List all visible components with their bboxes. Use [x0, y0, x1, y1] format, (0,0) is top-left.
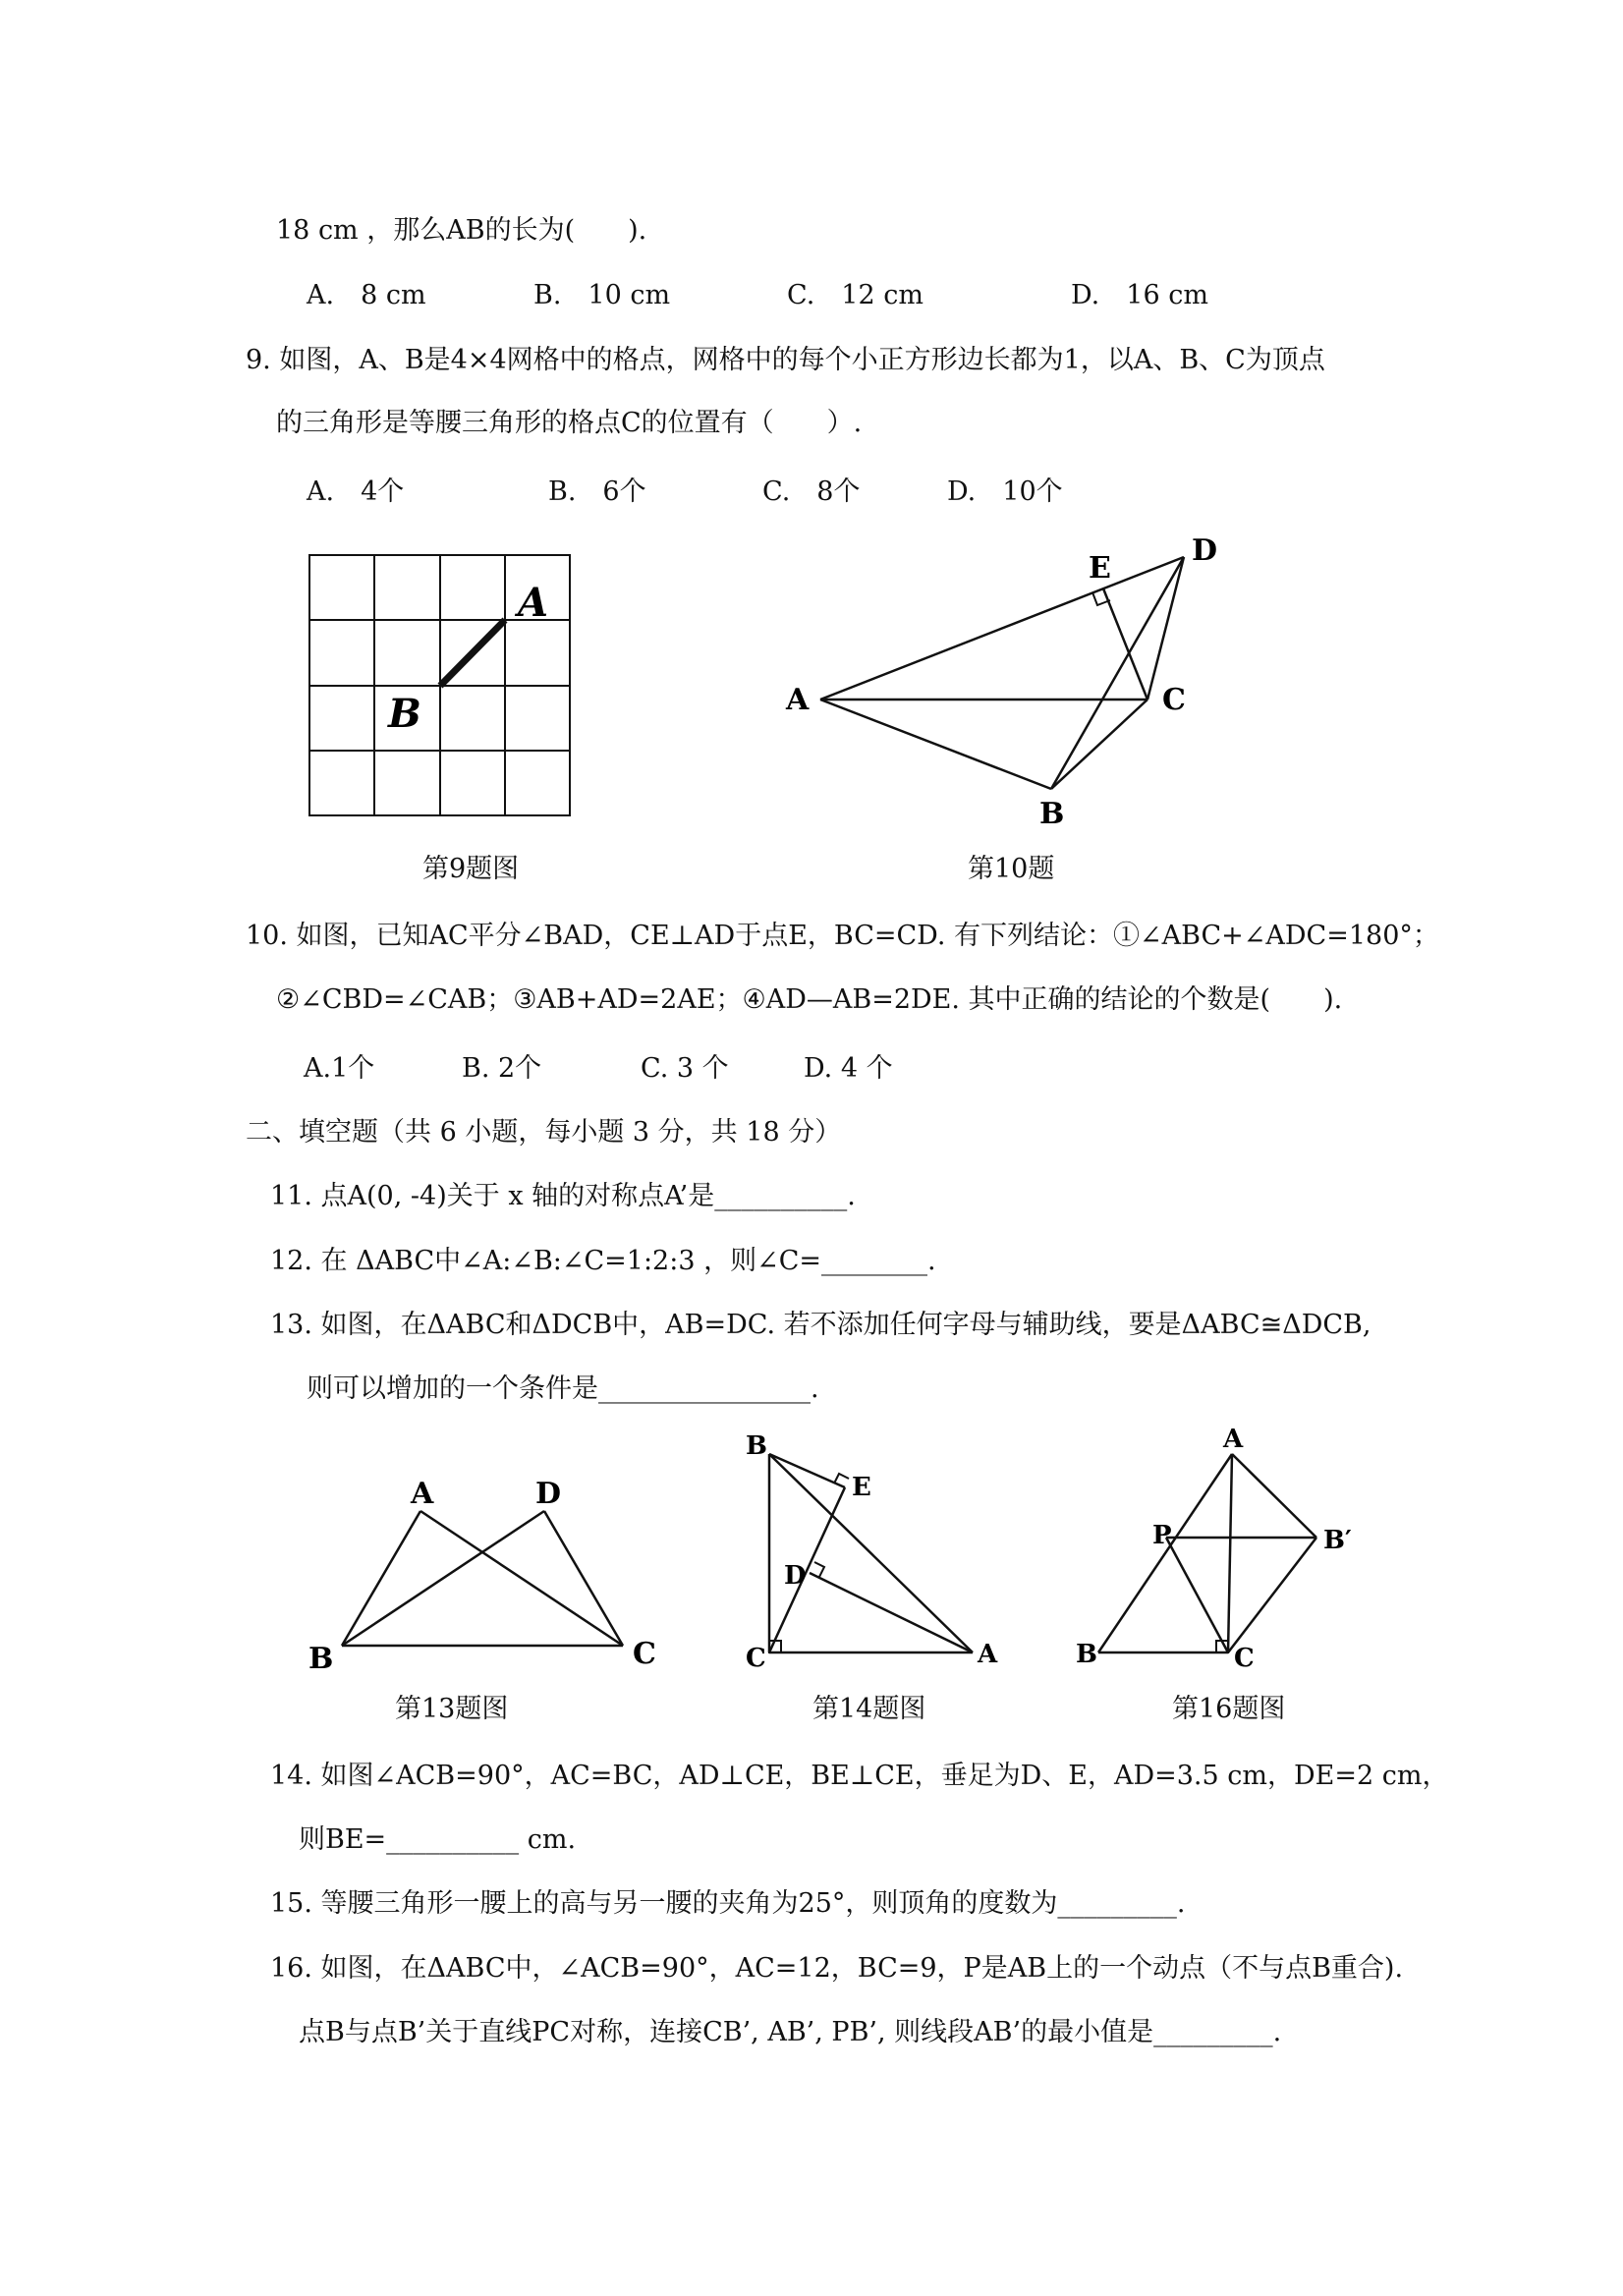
q12: 12. 在 ΔABC中∠A:∠B:∠C=1:2:3 ，则∠C=________.	[270, 1246, 936, 1276]
label-b: B	[1076, 1640, 1097, 1669]
figure-16	[1066, 1425, 1361, 1680]
label-a: A	[518, 580, 549, 626]
segment-ab	[440, 620, 505, 686]
label-p: P	[1152, 1521, 1172, 1550]
q15: 15. 等腰三角形一腰上的高与另一腰的夹角为25°，则顶角的度数为_________.	[270, 1888, 1186, 1919]
q10-option-a: A.1个	[304, 1053, 375, 1084]
label-d: D	[1192, 533, 1218, 568]
figure-9-grid	[295, 545, 589, 830]
q14-line2: 则BE=__________ cm.	[299, 1824, 577, 1855]
q10-line2: ②∠CBD=∠CAB；③AB+AD=2AE；④AD—AB=2DE. 其中正确的结论的个数是( ).	[276, 984, 1343, 1015]
q10-option-d: D. 4 个	[804, 1053, 893, 1084]
figure-16-caption: 第16题图	[1172, 1694, 1286, 1724]
q10-option-b: B. 2个	[462, 1053, 542, 1084]
label-d: D	[535, 1477, 562, 1511]
q9-option-c: C. 8个	[762, 476, 861, 507]
q8-option-a: A. 8 cm	[307, 280, 426, 310]
q11: 11. 点A(0, -4)关于 x 轴的对称点A’是__________.	[270, 1181, 856, 1211]
figure-14-caption: 第14题图	[812, 1694, 926, 1724]
label-c: C	[1234, 1644, 1255, 1673]
label-b: B	[746, 1431, 767, 1461]
label-e: E	[852, 1473, 871, 1502]
q10-option-c: C. 3 个	[641, 1053, 729, 1084]
label-c: C	[633, 1637, 656, 1671]
q9-line1: 9. 如图，A、B是4×4网格中的格点，网格中的每个小正方形边长都为1，以A、B、C为顶点	[246, 345, 1325, 375]
figure-9-caption: 第9题图	[422, 854, 520, 884]
label-a: A	[978, 1640, 998, 1669]
figure-10	[776, 531, 1248, 835]
label-b: B	[308, 1642, 334, 1676]
figure-10-caption: 第10题	[968, 854, 1055, 884]
q14-line1: 14. 如图∠ACB=90°，AC=BC，AD⊥CE，BE⊥CE，垂足为D、E，AD=3.5 cm，DE=2 cm，	[270, 1761, 1449, 1791]
label-a: A	[786, 683, 810, 717]
figure-14	[732, 1425, 1017, 1680]
q10-line1: 10. 如图，已知AC平分∠BAD，CE⊥AD于点E，BC=CD. 有下列结论：①∠ABC+∠ADC=180°；	[246, 921, 1439, 951]
label-b: B	[388, 691, 421, 737]
section-2-heading: 二、填空题（共 6 小题，每小题 3 分，共 18 分）	[246, 1117, 842, 1148]
label-d: D	[784, 1561, 807, 1591]
q8-option-d: D. 16 cm	[1071, 280, 1208, 310]
q16-line1: 16. 如图，在ΔABC中，∠ACB=90°，AC=12，BC=9，P是AB上的一个动点（不与点B重合).	[270, 1953, 1404, 1984]
q8-option-b: B. 10 cm	[533, 280, 671, 310]
figure-13-caption: 第13题图	[395, 1694, 509, 1724]
q9-line2: 的三角形是等腰三角形的格点C的位置有（ ）.	[276, 408, 863, 438]
label-b-prime: B′	[1323, 1526, 1352, 1555]
q13-line1: 13. 如图，在ΔABC和ΔDCB中，AB=DC. 若不添加任何字母与辅助线，要是ΔABC≅ΔDCB,	[270, 1310, 1371, 1340]
q16-line2: 点B与点B’关于直线PC对称，连接CB’, AB’, PB’, 则线段AB’的最小值是_________.	[299, 2017, 1282, 2047]
q9-option-a: A. 4个	[307, 476, 405, 507]
label-b: B	[1039, 797, 1065, 831]
q9-option-d: D. 10个	[947, 476, 1063, 507]
label-c: C	[746, 1644, 766, 1673]
label-a: A	[1223, 1425, 1244, 1454]
q13-line2: 则可以增加的一个条件是________________.	[307, 1373, 819, 1404]
q8-tail: 18 cm ，那么AB的长为( ).	[276, 215, 647, 246]
q9-option-b: B. 6个	[548, 476, 646, 507]
label-c: C	[1162, 683, 1186, 717]
label-e: E	[1089, 551, 1111, 586]
figure-13	[295, 1464, 668, 1680]
label-a: A	[411, 1477, 434, 1511]
q8-option-c: C. 12 cm	[787, 280, 923, 310]
